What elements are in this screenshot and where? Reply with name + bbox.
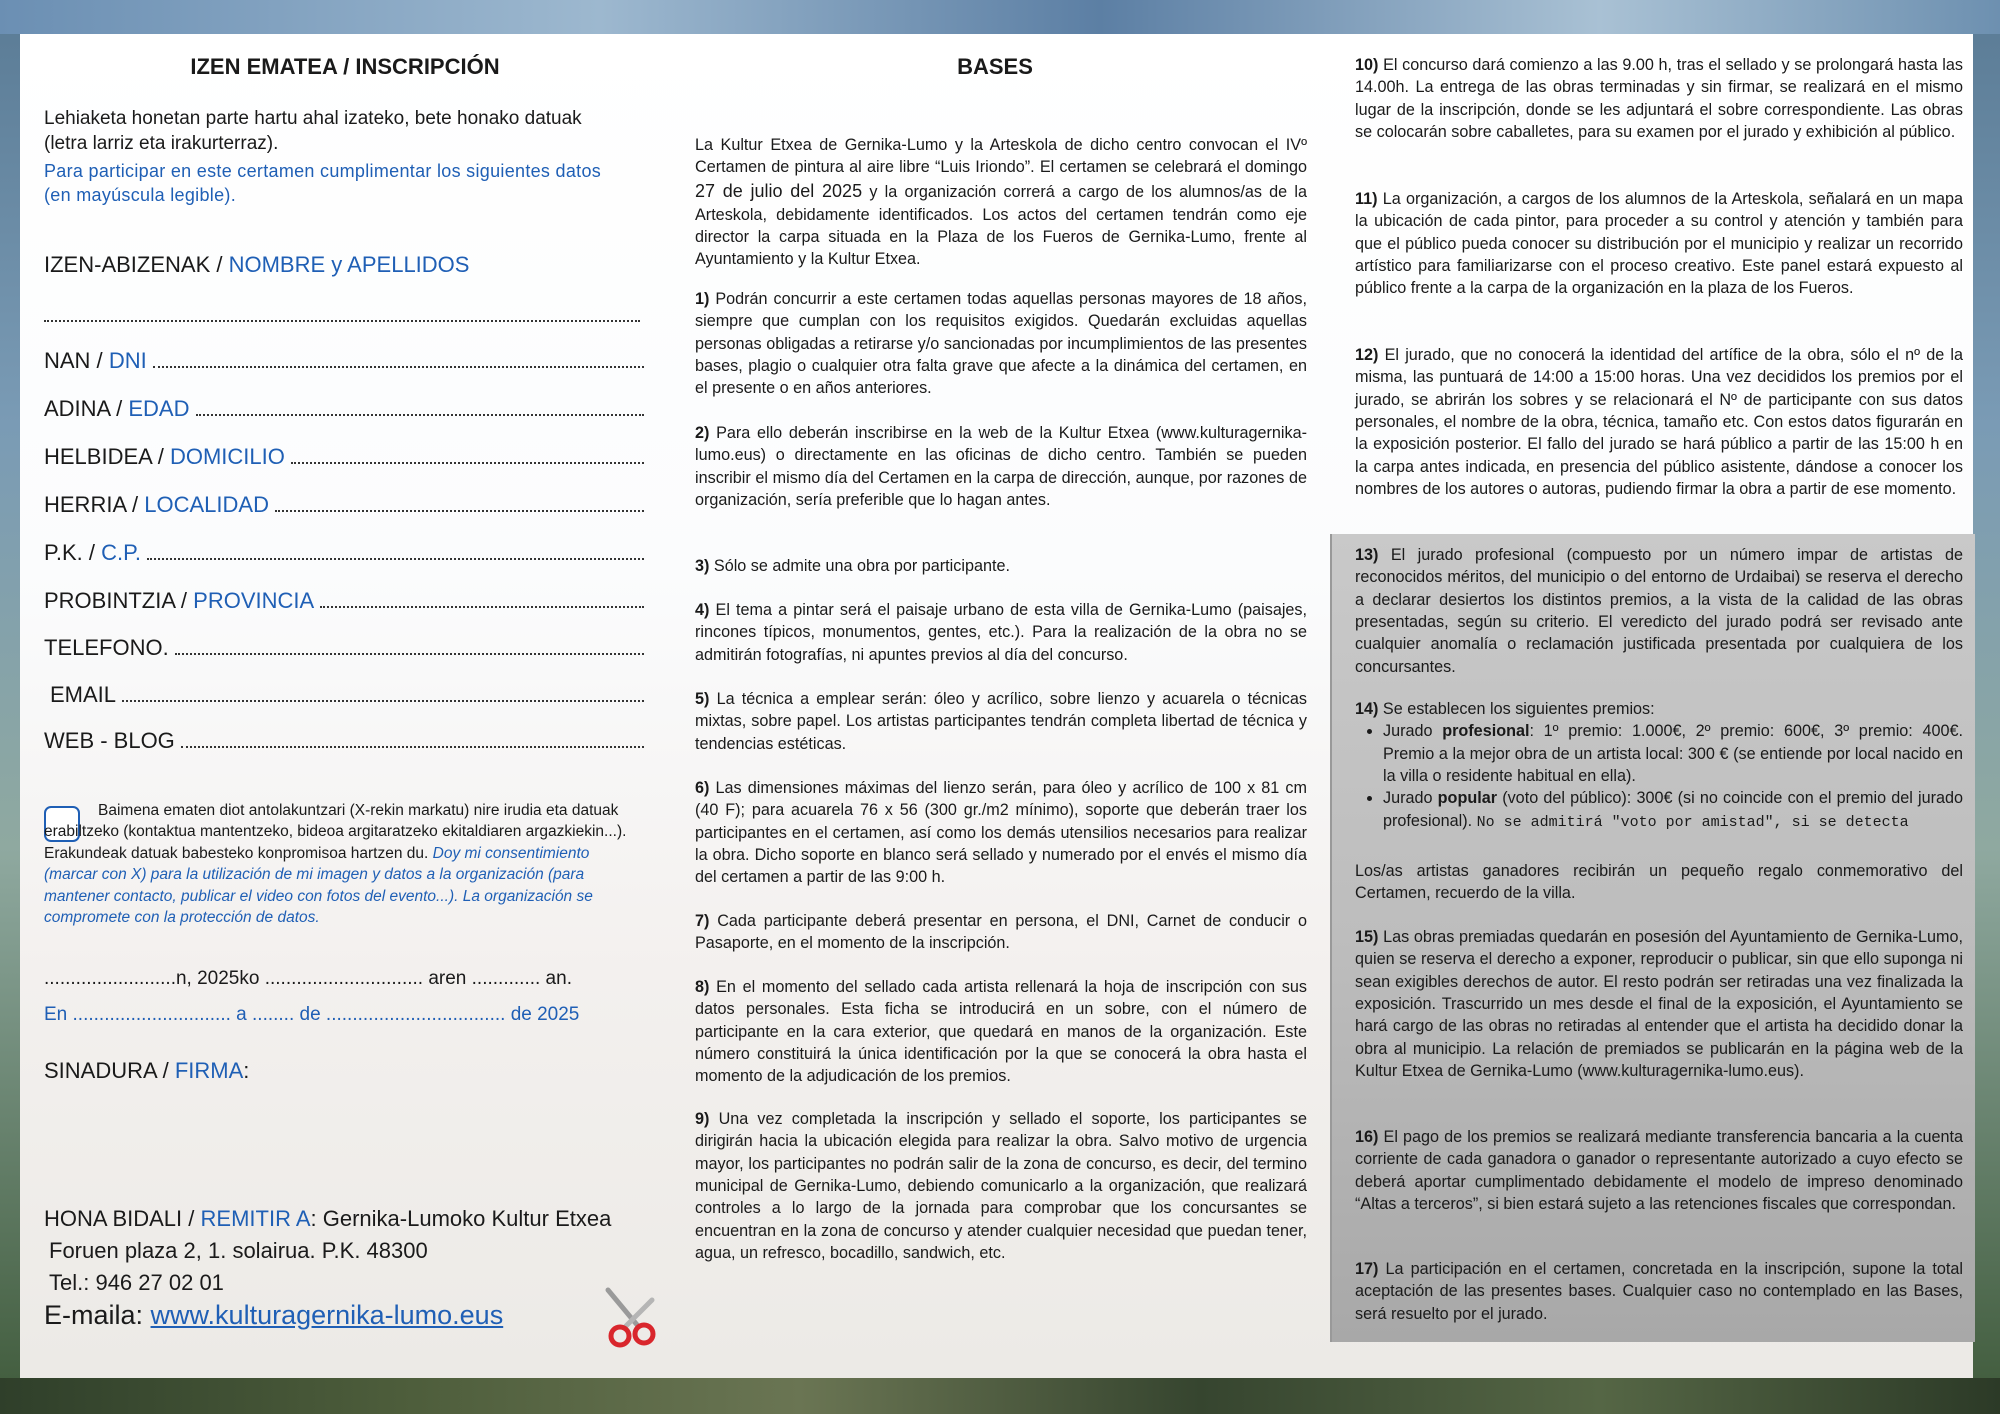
intro-part-1: La Kultur Etxea de Gernika-Lumo y la Arteskola de dicho centro convocan el IVº Certamen de pintura al aire libre “Luis Iriondo”. El certamen se celebrará el domingo	[695, 136, 1307, 177]
rule-text: La organización, a cargos de los alumnos de la Arteskola, señalará en un mapa la ubicación de cada pintor, para proceder a su control y atención y también para que el público pueda conocer su distribución por el municipio y realizar un recorrido artístico para familiarizarse con el proceso creativo. Este panel estará expuesto al público frente a la carpa de la organización en la plaza de los Fueros.	[1355, 190, 1964, 298]
field-label-es: PROVINCIA	[193, 588, 315, 613]
bases-panel	[670, 34, 1320, 1378]
signature-field[interactable]: SINADURA / FIRMA:	[44, 1058, 250, 1083]
dotted-line	[275, 494, 644, 512]
rule-7	[695, 910, 1307, 955]
rule-2	[695, 422, 1307, 511]
prize-label: Jurado	[1383, 789, 1433, 808]
dotted-line	[196, 398, 645, 416]
prize-details: (voto del público): 300€ (si no coincide con el premio del jurado profesional).	[1383, 789, 1964, 830]
rule-number: 5)	[695, 690, 710, 708]
field-label-eu: HERRIA /	[44, 492, 139, 517]
prize-professional	[1383, 720, 1963, 787]
rule-text: El jurado, que no conocerá la identidad del artífice de la obra, sólo el nº de la misma, las puntuará de 14:00 a 15:00 horas. Una vez decididos los premios por el jurado, se abrirán los sobres y se relacionará el Nº de participante con sus datos personales, el nombre de la obra, técnica, tamaño etc. Con estos datos figurarán en la exposición posterior. El fallo del jurado se hará público a partir de las 15:00 h en la carpa antes indicada, en presencia del público asistente, dándose a conocer los nombres de los autores o autoras, pudiendo firmar la obra a partir de ese momento.	[1355, 346, 1963, 499]
rule-text: El concurso dará comienzo a las 9.00 h, tras el sellado y se prolongará hasta las 14.00h. La entrega de las obras terminadas y sin firmar, se realizará en el mismo lugar de la inscripción, donde se les adjuntará el sobre correspondiente. Las obras se colocarán sobre caballetes, para su examen por el jurado y exhibición al público.	[1355, 56, 1963, 142]
send-label-eu: HONA BIDALI /	[44, 1206, 195, 1231]
rule-number: 2)	[695, 424, 710, 442]
rule-1	[695, 288, 1307, 400]
rule-number: 11)	[1355, 190, 1378, 208]
rule-number: 1)	[695, 290, 710, 308]
rule-number: 16)	[1355, 1128, 1379, 1146]
send-to-line	[44, 1206, 664, 1232]
intro-part-2: y la organización correrá a cargo de los alumnos/as de la Arteskola, debidamente identificados. Los actos del certamen tendrán como eje director la carpa situada en la Plaza de los Fueros de Gernika-Lumo, frente al Ayuntamiento y la Kultur Etxea.	[695, 182, 1307, 269]
prize-popular	[1383, 787, 1963, 833]
field-label-eu: ADINA /	[44, 396, 123, 421]
rule-4	[695, 599, 1307, 666]
bases-title: BASES	[957, 54, 1033, 79]
postal-address: Foruen plaza 2, 1. solairua. P.K. 48300	[49, 1238, 428, 1263]
brochure-sheet	[20, 34, 1973, 1378]
intro-basque: Lehiaketa honetan parte hartu ahal izateko, bete honako datuak (letra larriz eta irakurterraz).	[44, 108, 582, 155]
rule-number: 13)	[1355, 546, 1379, 564]
rule-10	[1355, 54, 1963, 143]
field-label-eu: PROBINTZIA /	[44, 588, 188, 613]
dotted-line	[147, 542, 644, 560]
consent-text	[44, 800, 644, 928]
field-label-es: LOCALIDAD	[144, 492, 269, 517]
rule-12	[1355, 344, 1963, 501]
background-painting-bottom	[0, 1378, 2000, 1414]
email-label: E-maila:	[44, 1300, 144, 1330]
prize-label: Jurado	[1383, 722, 1433, 741]
field-age[interactable]	[44, 396, 644, 422]
rule-number: 8)	[695, 978, 710, 996]
scissors-icon	[598, 1286, 662, 1350]
rule-number: 4)	[695, 601, 710, 619]
rule-text: Se establecen los siguientes premios:	[1382, 700, 1655, 718]
field-phone[interactable]	[44, 635, 644, 661]
rule-17	[1355, 1258, 1963, 1325]
dotted-line	[291, 446, 644, 464]
field-dni[interactable]	[44, 348, 644, 374]
intro-spanish: Para participar en este certamen cumplimentar los siguientes datos (en mayúscula legible).	[44, 161, 602, 205]
field-label-eu: TELEFONO.	[44, 635, 169, 660]
dotted-line	[181, 730, 644, 748]
rule-text: Las obras premiadas quedarán en posesión del Ayuntamiento de Gernika-Lumo, quien se reserva el derecho a exponer, reproducir o publicar, sin que ello suponga ni sean exigibles derechos de autor. El resto podrán ser retiradas una vez finalizada la exposición. Trascurrido un mes desde el final de la exposición, el Ayuntamiento se hará cargo de las obras no retiradas al entender que el artista ha decidido donar la obra al municipio. La relación de premiados se publicarán en la página web de la Kultur Etxea de Gernika-Lumo (www.kulturagernika-lumo.eus).	[1355, 928, 1964, 1081]
rule-number: 6)	[695, 779, 710, 797]
field-label-eu: WEB - BLOG	[44, 728, 175, 753]
rule-14	[1355, 698, 1963, 833]
prize-list	[1355, 720, 1963, 833]
rule-number: 14)	[1355, 700, 1379, 718]
field-postal-code[interactable]	[44, 540, 644, 566]
phone-number: Tel.: 946 27 02 01	[49, 1270, 224, 1295]
consent-spanish: Doy mi consentimiento (marcar con X) para la utilización de mi imagen y datos a la organización (para mantener contacto, publicar el video con fotos del evento...). La organización se compromete con la protección de datos.	[44, 844, 593, 926]
rule-number: 7)	[695, 912, 710, 930]
dotted-line	[122, 684, 644, 702]
inscription-title: IZEN EMATEA / INSCRIPCIÓN	[190, 54, 500, 79]
inscription-panel	[20, 34, 670, 1378]
rule-number: 15)	[1355, 928, 1379, 946]
signature-label-eu: SINADURA /	[44, 1058, 169, 1083]
rule-number: 12)	[1355, 346, 1379, 364]
field-address[interactable]	[44, 444, 644, 470]
rule-3	[695, 555, 1307, 577]
rule-number: 9)	[695, 1110, 710, 1128]
email-line	[44, 1300, 664, 1331]
rule-13	[1355, 544, 1963, 678]
field-label-es: DNI	[108, 348, 147, 373]
rule-16	[1355, 1126, 1963, 1215]
rule-9	[695, 1108, 1307, 1265]
send-recipient: : Gernika-Lumoko Kultur Etxea	[310, 1206, 612, 1231]
rule-text: Sólo se admite una obra por participante.	[713, 557, 1010, 575]
rule-number: 10)	[1355, 56, 1379, 74]
rule-8	[695, 976, 1307, 1088]
field-label-eu: P.K. /	[44, 540, 95, 565]
rule-text: El jurado profesional (compuesto por un número impar de artistas de reconocidos méritos, del municipio o del entorno de Urdaibai) se reserva el derecho a declarar desiertos los distintos premios, a la vista de la calidad de las obras presentadas, según su criterio. El veredicto del jurado podrá ser revisado ante cualquier anomalía o reclamación justificada presentada por cualquiera de los concursantes.	[1355, 546, 1963, 676]
dotted-line	[175, 637, 644, 655]
field-label-eu: EMAIL	[50, 682, 117, 707]
rule-text: Cada participante deberá presentar en persona, el DNI, Carnet de conducir o Pasaporte, en el momento de la inscripción.	[695, 912, 1308, 953]
rule-text: La técnica a emplear serán: óleo y acrílico, sobre lienzo y acuarela o técnicas mixtas, sobre papel. Los artistas participantes tendrán completa libertad de técnica y tendencias estéticas.	[695, 690, 1308, 753]
field-label-es: EDAD	[128, 396, 190, 421]
field-label-eu: IZEN-ABIZENAK /	[44, 252, 223, 277]
rule-text: El tema a pintar será el paisaje urbano de esta villa de Gernika-Lumo (paisajes, rincones típicos, monumentos, gentes, etc.). Para la realización de la obra no se admitirán fotografías, ni apuntes previos al día del concurso.	[695, 601, 1308, 664]
website-link[interactable]: www.kulturagernika-lumo.eus	[150, 1300, 504, 1330]
rule-5	[695, 688, 1307, 755]
date-line-basque[interactable]: .........................n, 2025ko .............................. aren ............. an.	[44, 968, 572, 989]
rule-text: La participación en el certamen, concretada en la inscripción, supone la total aceptación de las presentes bases. Cualquier caso no contemplado en las Bases, será resuelto por el jurado.	[1355, 1260, 1964, 1323]
prize-jury-type: popular	[1437, 789, 1498, 808]
date-line-spanish[interactable]: En .............................. a ........ de .................................. de 2025	[44, 1004, 580, 1025]
rule-6	[695, 777, 1307, 889]
popular-vote-note: No se admitirá "voto por amistad", si se detecta	[1476, 813, 1909, 831]
send-label-es: REMITIR A	[200, 1206, 311, 1231]
rule-11	[1355, 188, 1963, 300]
name-dotted-line[interactable]	[44, 320, 640, 322]
field-label-es: C.P.	[101, 540, 142, 565]
dotted-line	[320, 590, 644, 608]
bases-intro	[695, 134, 1307, 271]
rule-text: Una vez completada la inscripción y sellado el soporte, los participantes se dirigirán hacia la ubicación elegida para realizar la obra. Salvo motivo de urgencia mayor, los participantes no podrán salir de la zona de concurso, es decir, del termino municipal de Gernika-Lumo, debiendo comunicarlo a la organización, que realizará controles a lo largo de la jornada para comprobar que los concursantes se encuentran en la zona de concurso y atender cualquier necesidad que puedan tener, agua, un refresco, bocadillo, sandwich, etc.	[695, 1110, 1308, 1263]
rule-text: Para ello deberán inscribirse en la web de la Kultur Etxea (www.kulturagernika-lumo.eus) o directamente en las oficinas de dicho centro. También se pueden inscribir el mismo día del Certamen en la carpa de dirección, aunque, por razones de organización, sería preferible que lo hagan antes.	[695, 424, 1307, 510]
prize-jury-type: profesional	[1442, 722, 1530, 741]
field-label-es: DOMICILIO	[169, 444, 285, 469]
field-label-eu: HELBIDEA /	[44, 444, 164, 469]
rule-text: En el momento del sellado cada artista rellenará la hoja de inscripción con sus datos personales. Esta ficha se introducirá en un sobre, con el número de participante en la cara exterior, que quedará en manos de la organización. Este número constituirá la única identificación por la que se conocerá la obra hasta el momento de la adjudicación de los premios.	[695, 978, 1308, 1086]
rule-text: Las dimensiones máximas del lienzo serán, para óleo y acrílico de 100 x 81 cm (40 F); para acuarela 76 x 56 (300 gr./m2 mínimo), soporte que deberán traer los participantes en el certamen, así como los demás utensilios necesarios para realizar la obra. Dicho soporte en blanco será sellado y numerado por el envés el mismo día del certamen a partir de las 9:00 h.	[695, 779, 1308, 887]
background-painting-top	[0, 0, 2000, 34]
field-name[interactable]	[44, 252, 644, 278]
winners-note: Los/as artistas ganadores recibirán un pequeño regalo conmemorativo del Certamen, recuerdo de la villa.	[1355, 862, 1963, 903]
event-date: 27 de julio del 2025	[695, 180, 863, 201]
rule-number: 3)	[695, 557, 710, 575]
field-email[interactable]	[44, 682, 644, 708]
field-web-blog[interactable]	[44, 728, 644, 754]
field-locality[interactable]	[44, 492, 644, 518]
rule-15	[1355, 926, 1963, 1083]
signature-label-es: FIRMA	[174, 1058, 244, 1083]
dotted-line	[153, 350, 644, 368]
rule-text: El pago de los premios se realizará mediante transferencia bancaria a la cuenta corriente de cada ganadora o ganador o representante autorizado a cuyo efecto se deberá aportar cumplimentado debidamente el modelo de impreso denominado “Altas a terceros”, si bien estará sujeto a las retenciones fiscales que correspondan.	[1355, 1128, 1963, 1214]
prize-details: : 1º premio: 1.000€, 2º premio: 600€, 3º premio: 400€. Premio a la mejor obra de un artista local: 300 € (se entiende por local nacido en la villa o residente habitual en ella).	[1383, 722, 1963, 786]
field-label-eu: NAN /	[44, 348, 103, 373]
rule-14-heading	[1355, 698, 1963, 720]
rule-text: Podrán concurrir a este certamen todas aquellas personas mayores de 18 años, siempre que cumplan con los requisitos exigidos. Quedarán excluidas aquellas personas obligadas a retirarse y/o sancionadas por incumplimientos de las presentes bases, plagio o cualquier otra falta grave que afecte a la dinámica del certamen, en el presente o en años anteriores.	[695, 290, 1307, 398]
bases-continued-panel	[1330, 34, 1973, 1378]
consent-basque: Baimena ematen diot antolakuntzari (X-rekin markatu) nire irudia eta datuak erabiltzeko (kontaktua mantentzeko, bideoa argitaratzeko ekitaldiaren argazkiekin...). Erakundeak datuak babesteko konpromisoa hartzen du.	[44, 802, 627, 862]
field-province[interactable]	[44, 588, 644, 614]
field-label-es: NOMBRE y APELLIDOS	[228, 252, 470, 277]
rule-number: 17)	[1355, 1260, 1379, 1278]
